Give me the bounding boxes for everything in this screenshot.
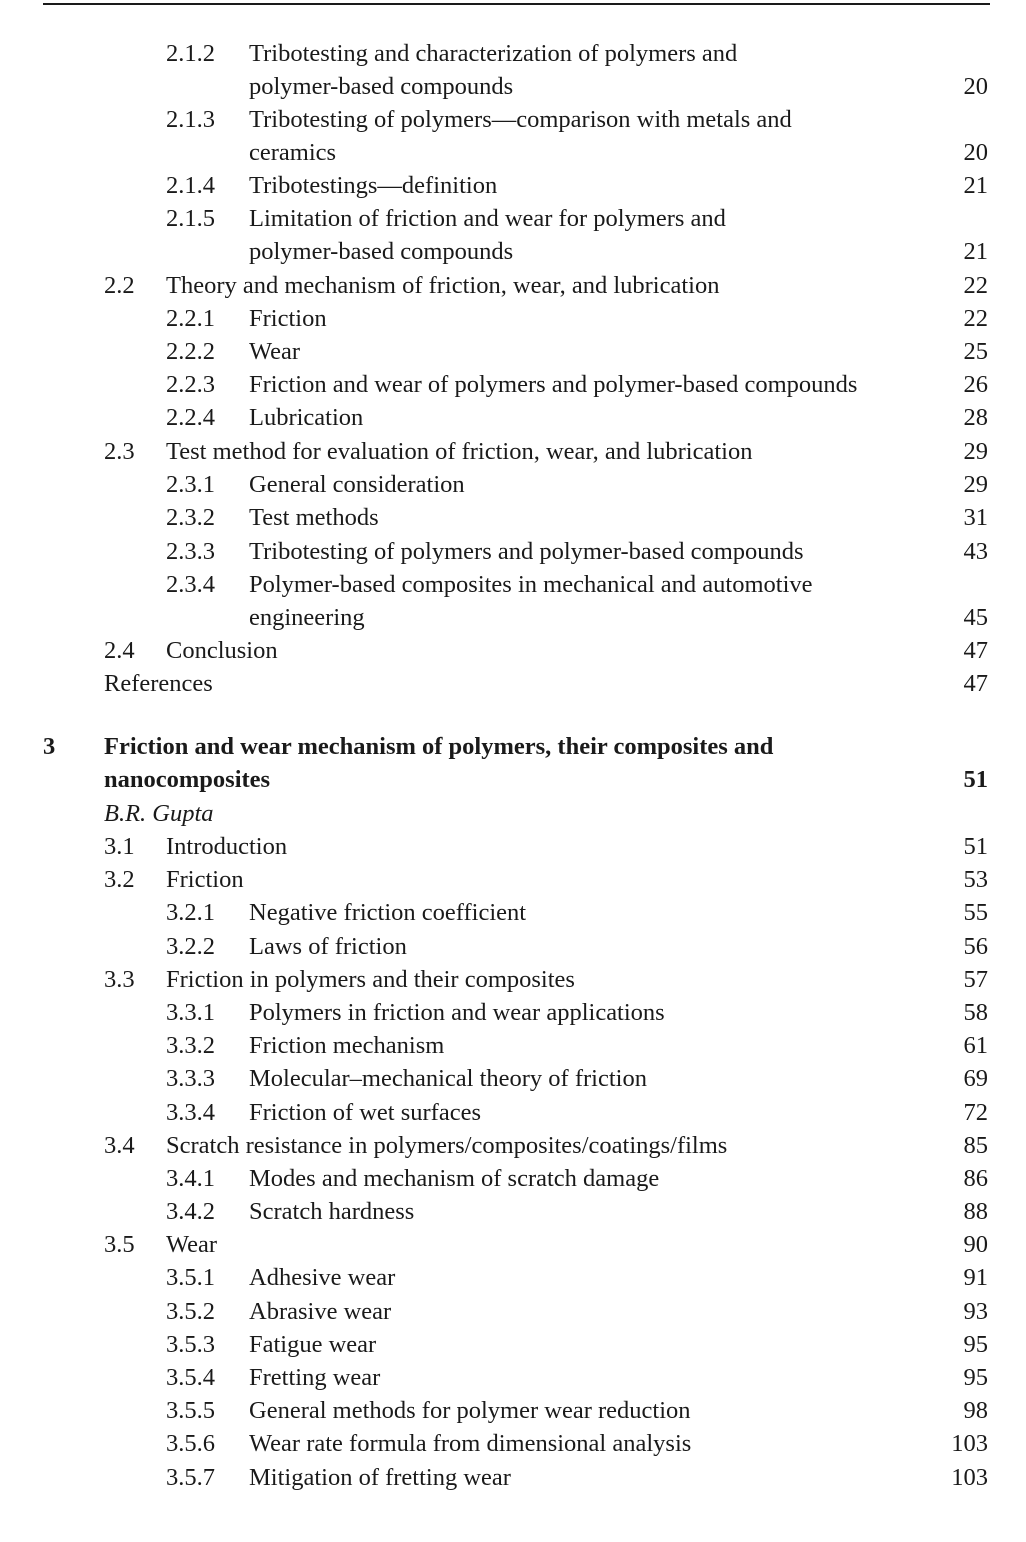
chapter-number: 3 — [43, 733, 56, 760]
section-title: Friction of wet surfaces — [249, 1099, 481, 1126]
toc-entry — [0, 634, 1026, 667]
toc-entry — [0, 202, 1026, 235]
chapter-author-line — [0, 797, 1026, 830]
section-number: 3.4.2 — [166, 1198, 215, 1225]
section-title: Fretting wear — [249, 1364, 381, 1391]
page-number: 29 — [963, 471, 988, 498]
page-number: 22 — [963, 305, 988, 332]
toc-entry — [0, 468, 1026, 501]
section-number: 3.3 — [104, 966, 135, 993]
section-number: 2.4 — [104, 637, 135, 664]
page-number: 47 — [963, 637, 988, 664]
section-number: 2.3 — [104, 438, 135, 465]
chapter-title-continuation: nanocomposites — [104, 766, 271, 793]
section-title: Laws of friction — [249, 933, 407, 960]
section-number: 2.2.2 — [166, 338, 215, 365]
section-title: Tribotesting of polymers—comparison with metals and — [249, 106, 792, 133]
toc-entry — [0, 1461, 1026, 1494]
page-number: 26 — [963, 371, 988, 398]
toc-entry — [0, 1029, 1026, 1062]
toc-entry — [0, 996, 1026, 1029]
toc-entry — [0, 1162, 1026, 1195]
section-number: 2.2.3 — [166, 371, 215, 398]
page-number: 31 — [963, 504, 988, 531]
section-title-continuation: engineering — [249, 604, 365, 631]
section-title: Friction in polymers and their composites — [166, 966, 575, 993]
section-title: Polymer-based composites in mechanical and automotive — [249, 571, 813, 598]
section-number: 3.1 — [104, 833, 135, 860]
section-title: References — [104, 670, 213, 697]
toc-entry — [0, 1328, 1026, 1361]
section-number: 2.3.4 — [166, 571, 215, 598]
page-number: 20 — [963, 139, 988, 166]
toc-entry — [0, 103, 1026, 136]
section-number: 3.3.3 — [166, 1065, 215, 1092]
section-number: 3.4.1 — [166, 1165, 215, 1192]
page-number: 90 — [963, 1231, 988, 1258]
section-title: Tribotesting of polymers and polymer-based compounds — [249, 538, 804, 565]
section-title: Wear — [249, 338, 301, 365]
section-number: 2.1.3 — [166, 106, 215, 133]
toc-entry — [0, 37, 1026, 70]
section-number: 2.1.5 — [166, 205, 215, 232]
page-number: 95 — [963, 1331, 988, 1358]
section-number: 3.3.2 — [166, 1032, 215, 1059]
page-number: 72 — [963, 1099, 988, 1126]
page-number: 47 — [963, 670, 988, 697]
section-title: Scratch resistance in polymers/composites/coatings/films — [166, 1132, 728, 1159]
section-title: Limitation of friction and wear for polymers and — [249, 205, 726, 232]
section-title: Abrasive wear — [249, 1298, 392, 1325]
toc-entry — [0, 335, 1026, 368]
section-number: 3.3.1 — [166, 999, 215, 1026]
section-number: 3.5.2 — [166, 1298, 215, 1325]
page-number: 85 — [963, 1132, 988, 1159]
section-title: General methods for polymer wear reduction — [249, 1397, 691, 1424]
section-number: 3.5.7 — [166, 1464, 215, 1491]
section-number: 3.5.1 — [166, 1264, 215, 1291]
chapter-title: Friction and wear mechanism of polymers, their composites and — [104, 733, 774, 760]
section-title-continuation: polymer-based compounds — [249, 238, 514, 265]
page-number: 95 — [963, 1364, 988, 1391]
toc-entry — [0, 1228, 1026, 1261]
page-number: 22 — [963, 272, 988, 299]
toc-entry — [0, 930, 1026, 963]
section-number: 2.3.1 — [166, 471, 215, 498]
section-title: Friction — [166, 866, 244, 893]
page-number: 55 — [963, 899, 988, 926]
section-number: 3.5.3 — [166, 1331, 215, 1358]
top-rule — [43, 3, 990, 5]
section-number: 3.2.2 — [166, 933, 215, 960]
section-title: Molecular–mechanical theory of friction — [249, 1065, 647, 1092]
section-title: Friction and wear of polymers and polymer-based compounds — [249, 371, 858, 398]
toc-entry-continuation — [0, 601, 1026, 634]
section-number: 3.5 — [104, 1231, 135, 1258]
toc-entry-continuation — [0, 235, 1026, 268]
section-title: Test methods — [249, 504, 379, 531]
toc-entry — [0, 1195, 1026, 1228]
page-number: 103 — [951, 1464, 988, 1491]
toc-entry — [0, 1394, 1026, 1427]
section-title: Mitigation of fretting wear — [249, 1464, 511, 1491]
chapter-author: B.R. Gupta — [104, 800, 214, 827]
page-number: 69 — [963, 1065, 988, 1092]
section-number: 3.5.6 — [166, 1430, 215, 1457]
section-title: Friction — [249, 305, 327, 332]
chapter-heading-continuation — [0, 763, 1026, 796]
section-title: Tribotestings—definition — [249, 172, 498, 199]
section-title: Fatigue wear — [249, 1331, 377, 1358]
page-number: 28 — [963, 404, 988, 431]
toc-entry — [0, 1261, 1026, 1294]
page-number: 20 — [963, 73, 988, 100]
section-title: Modes and mechanism of scratch damage — [249, 1165, 660, 1192]
toc-entry — [0, 1295, 1026, 1328]
section-number: 3.2 — [104, 866, 135, 893]
toc-entry — [0, 568, 1026, 601]
toc-entry-continuation — [0, 70, 1026, 103]
section-title: Tribotesting and characterization of polymers and — [249, 40, 738, 67]
section-number: 3.5.5 — [166, 1397, 215, 1424]
page-number: 45 — [963, 604, 988, 631]
section-number: 3.3.4 — [166, 1099, 215, 1126]
page-number: 43 — [963, 538, 988, 565]
toc-entry — [0, 435, 1026, 468]
page-number: 93 — [963, 1298, 988, 1325]
section-number: 3.4 — [104, 1132, 135, 1159]
toc-entry — [0, 302, 1026, 335]
section-title: Introduction — [166, 833, 288, 860]
toc-entry — [0, 863, 1026, 896]
section-number: 2.1.2 — [166, 40, 215, 67]
section-title: Theory and mechanism of friction, wear, and lubrication — [166, 272, 720, 299]
section-title: Wear — [166, 1231, 218, 1258]
section-number: 2.3.2 — [166, 504, 215, 531]
toc-entry — [0, 535, 1026, 568]
page-number: 86 — [963, 1165, 988, 1192]
page-number: 21 — [963, 238, 988, 265]
section-number: 2.3.3 — [166, 538, 215, 565]
page-number: 51 — [963, 766, 988, 793]
section-title: Conclusion — [166, 637, 278, 664]
chapter-heading — [0, 730, 1026, 763]
toc-entry — [0, 401, 1026, 434]
page-number: 98 — [963, 1397, 988, 1424]
section-title: Wear rate formula from dimensional analysis — [249, 1430, 692, 1457]
toc-entry — [0, 1361, 1026, 1394]
page-number: 29 — [963, 438, 988, 465]
page-number: 51 — [963, 833, 988, 860]
section-number: 3.5.4 — [166, 1364, 215, 1391]
section-title: General consideration — [249, 471, 465, 498]
section-title: Scratch hardness — [249, 1198, 415, 1225]
section-title: Adhesive wear — [249, 1264, 396, 1291]
section-number: 2.2 — [104, 272, 135, 299]
section-number: 2.2.4 — [166, 404, 215, 431]
page-number: 57 — [963, 966, 988, 993]
section-title: Polymers in friction and wear applications — [249, 999, 665, 1026]
toc-entry — [0, 1062, 1026, 1095]
section-title: Negative friction coefficient — [249, 899, 527, 926]
section-number: 2.2.1 — [166, 305, 215, 332]
toc-entry — [0, 1427, 1026, 1460]
page-number: 21 — [963, 172, 988, 199]
toc-entry-continuation — [0, 136, 1026, 169]
toc-entry — [0, 667, 1026, 700]
page-number: 88 — [963, 1198, 988, 1225]
page-number: 61 — [963, 1032, 988, 1059]
toc-entry — [0, 368, 1026, 401]
page-number: 58 — [963, 999, 988, 1026]
section-title: Friction mechanism — [249, 1032, 445, 1059]
section-title-continuation: polymer-based compounds — [249, 73, 514, 100]
section-title: Lubrication — [249, 404, 364, 431]
toc-entry — [0, 896, 1026, 929]
section-title-continuation: ceramics — [249, 139, 337, 166]
toc-entry — [0, 963, 1026, 996]
toc-entry — [0, 269, 1026, 302]
page-number: 103 — [951, 1430, 988, 1457]
section-number: 2.1.4 — [166, 172, 215, 199]
section-title: Test method for evaluation of friction, wear, and lubrication — [166, 438, 753, 465]
page-number: 53 — [963, 866, 988, 893]
section-number: 3.2.1 — [166, 899, 215, 926]
toc-entry — [0, 501, 1026, 534]
toc-entry — [0, 169, 1026, 202]
toc-entry — [0, 830, 1026, 863]
page-number: 91 — [963, 1264, 988, 1291]
toc-entry — [0, 1129, 1026, 1162]
page-number: 25 — [963, 338, 988, 365]
page-number: 56 — [963, 933, 988, 960]
toc-entry — [0, 1096, 1026, 1129]
